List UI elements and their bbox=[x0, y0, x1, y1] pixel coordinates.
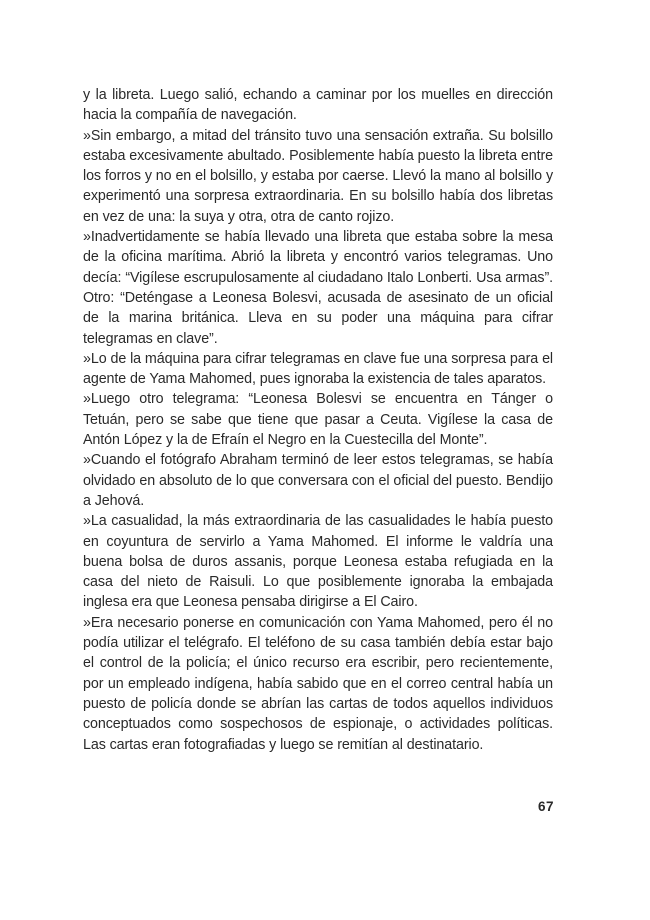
paragraph-6: »Cuando el fotógrafo Abraham terminó de leer estos telegramas, se había olvidado en absoluto de lo que conversara con el oficial del puesto. Bendijo a Jehová. bbox=[83, 452, 553, 509]
body-text bbox=[83, 85, 553, 755]
paragraph-2: »Sin embargo, a mitad del tránsito tuvo una sensación extraña. Su bolsillo estaba excesivamente abultado. Posiblemente había puesto la libreta entre los forros y no en el bolsillo, y estaba por caerse. Llevó la mano al bolsillo y experimentó una sorpresa extraordinaria. En su bolsillo había dos libretas en vez de una: la suya y otra, otra de canto rojizo. bbox=[83, 127, 553, 225]
paragraph-3: »Inadvertidamente se había llevado una libreta que estaba sobre la mesa de la oficina marítima. Abrió la libreta y encontró varios telegramas. Uno decía: “Vigílese escrupulosamente al ciudadano Italo Lonberti. Usa armas”. Otro: “Deténgase a Leonesa Bolesvi, acusada de asesinato de un oficial de la marina británica. Lleva en su poder una máquina para cifrar telegramas en clave”. bbox=[83, 229, 553, 347]
paragraph-4: »Lo de la máquina para cifrar telegramas en clave fue una sorpresa para el agente de Yama Mahomed, pues ignoraba la existencia de tales aparatos. bbox=[83, 350, 553, 388]
paragraph-1: y la libreta. Luego salió, echando a caminar por los muelles en dirección hacia la compañía de navegación. bbox=[83, 87, 553, 124]
page-number: 67 bbox=[537, 799, 554, 814]
paragraph-8: »Era necesario ponerse en comunicación con Yama Mahomed, pero él no podía utilizar el telégrafo. El teléfono de su casa también debía estar bajo el control de la policía; el único recurso era escribir, pero recientemente, por un empleado indígena, había sabido que en el correo central había un puesto de policía donde se abrían las cartas de todos aquellos individuos conceptuados como sospechosos de espionaje, o actividades políticas. Las cartas eran fotografiadas y luego se remitían al destinatario. bbox=[83, 614, 553, 753]
paragraph-7: »La casualidad, la más extraordinaria de las casualidades le había puesto en coyuntura de servirlo a Yama Mahomed. El informe le valdría una buena bolsa de duros assanis, porque Leonesa estaba refugiada en la casa del nieto de Raisuli. Lo que posiblemente ignoraba la embajada inglesa era que Leonesa pensaba dirigirse a El Cairo. bbox=[83, 513, 553, 611]
paragraph-5: »Luego otro telegrama: “Leonesa Bolesvi se encuentra en Tánger o Tetuán, pero se sabe que tiene que pasar a Ceuta. Vigílese la casa de Antón López y la de Efraín el Negro en la Cuestecilla del Monte”. bbox=[83, 391, 553, 449]
